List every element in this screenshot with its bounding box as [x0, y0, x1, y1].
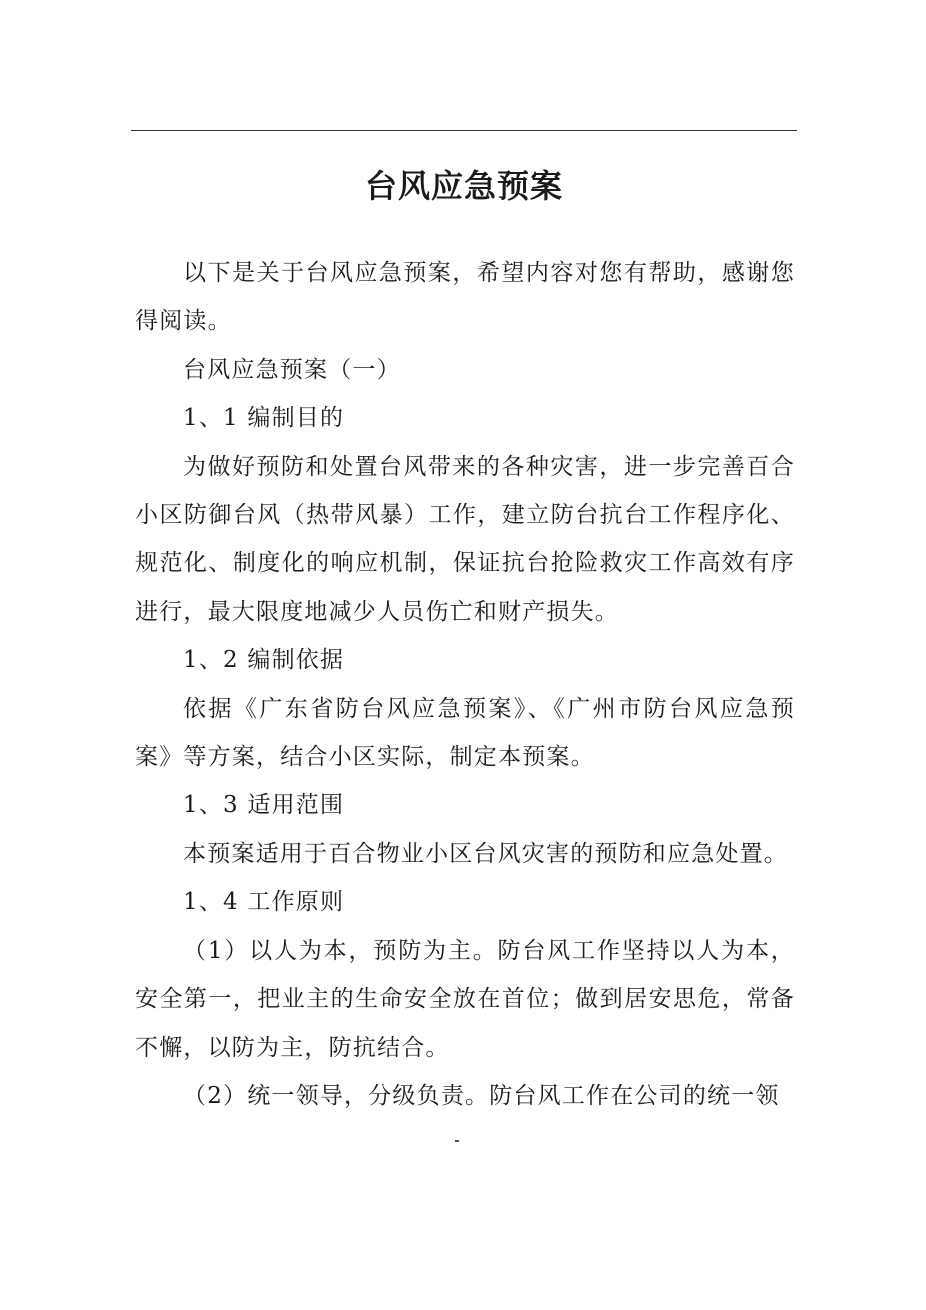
subsection-heading-basis: 1、2 编制依据 — [183, 647, 345, 674]
paragraph-purpose: 为做好预防和处置台风带来的各种灾害，进一步完善百合小区防御台风（热带风暴）工作，建立防台抗台工作程序化、规范化、制度化的响应机制，保证抗台抢险救灾工作高效有序进行，最大限度地减少人员伤亡和财产损失。 — [135, 453, 795, 625]
paragraph-principle-1: （1）以人为本，预防为主。防台风工作坚持以人为本，安全第一，把业主的生命安全放在首位；做到居安思危，常备不懈，以防为主，防抗结合。 — [135, 937, 795, 1061]
subsection-heading-scope: 1、3 适用范围 — [183, 792, 345, 819]
section-heading: 台风应急预案（一） — [183, 356, 401, 383]
page-marker — [455, 1140, 459, 1142]
header-rule — [131, 130, 797, 131]
paragraph-principle-2: （2）统一领导，分级负责。防台风工作在公司的统一领 — [183, 1082, 780, 1109]
paragraph-intro: 以下是关于台风应急预案，希望内容对您有帮助，感谢您得阅读。 — [135, 260, 795, 335]
paragraph-scope: 本预案适用于百合物业小区台风灾害的预防和应急处置。 — [183, 840, 788, 867]
subsection-heading-purpose: 1、1 编制目的 — [183, 405, 345, 432]
paragraph-basis: 依据《广东省防台风应急预案》、《广州市防台风应急预案》等方案，结合小区实际，制定本预案。 — [135, 695, 795, 771]
subsection-heading-principles: 1、4 工作原则 — [183, 889, 345, 916]
document-body — [135, 249, 795, 1120]
page-title: 台风应急预案 — [364, 167, 563, 205]
